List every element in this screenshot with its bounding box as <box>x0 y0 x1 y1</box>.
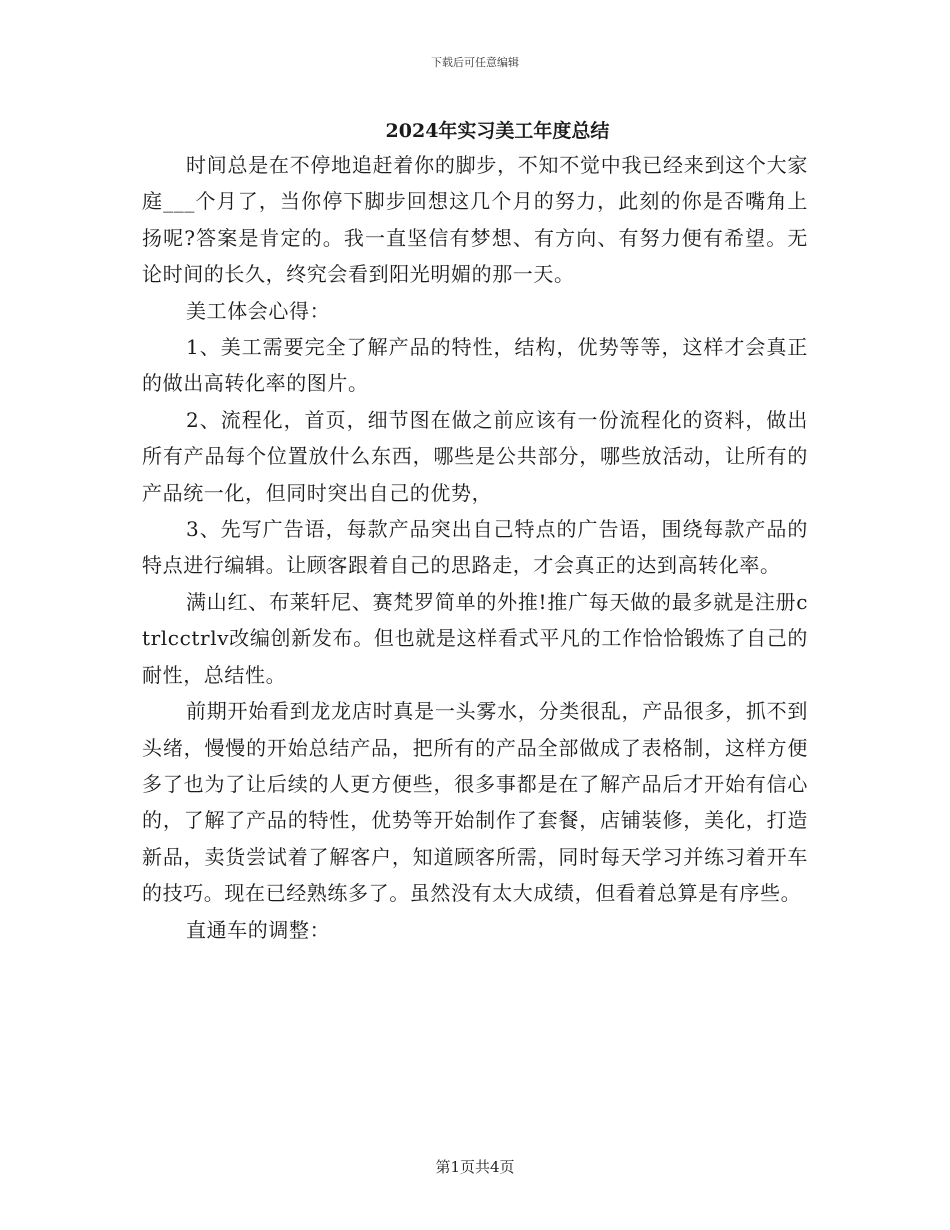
paragraph: 2、流程化，首页，细节图在做之前应该有一份流程化的资料，做出所有产品每个位置放什么东西，哪些是公共部分，哪些放活动，让所有的产品统一化，但同时突出自己的优势， <box>142 407 808 505</box>
paragraph: 满山红、布莱轩尼、赛梵罗简单的外推!推广每天做的最多就是注册ctrlcctrlv改编创新发布。但也就是这样看式平凡的工作恰恰锻炼了自己的耐性，总结性。 <box>142 589 808 687</box>
page-number: 第1页共4页 <box>435 1158 515 1176</box>
paragraph: 前期开始看到龙龙店时真是一头雾水，分类很乱，产品很多，抓不到头绪，慢慢的开始总结产品，把所有的产品全部做成了表格制，这样方便多了也为了让后续的人更方便些，很多事都是在了解产品后才开始有信心的，了解了产品的特性，优势等开始制作了套餐，店铺装修，美化，打造新品，卖货尝试着了解客户，知道顾客所需，同时每天学习并练习着开车的技巧。现在已经熟练多了。虽然没有太大成绩，但看着总算是有序些。 <box>142 699 808 906</box>
paragraph: 直通车的调整： <box>186 917 331 942</box>
paragraph: 时间总是在不停地追赶着你的脚步，不知不觉中我已经来到这个大家庭___个月了，当你停下脚步回想这几个月的努力，此刻的你是否嘴角上扬呢?答案是肯定的。我一直坚信有梦想、有方向、有努力便有希望。无论时间的长久，终究会看到阳光明媚的那一天。 <box>142 153 808 287</box>
document-title: 2024年实习美工年度总结 <box>385 120 610 142</box>
paragraph: 3、先写广告语，每款产品突出自己特点的广告语，围绕每款产品的特点进行编辑。让顾客跟着自己的思路走，才会真正的达到高转化率。 <box>142 517 808 578</box>
paragraph: 1、美工需要完全了解产品的特性，结构，优势等等，这样才会真正的做出高转化率的图片。 <box>142 335 808 396</box>
header-note: 下载后可任意编辑 <box>431 56 519 69</box>
paragraph: 美工体会心得： <box>186 298 331 323</box>
document-body <box>142 147 808 948</box>
